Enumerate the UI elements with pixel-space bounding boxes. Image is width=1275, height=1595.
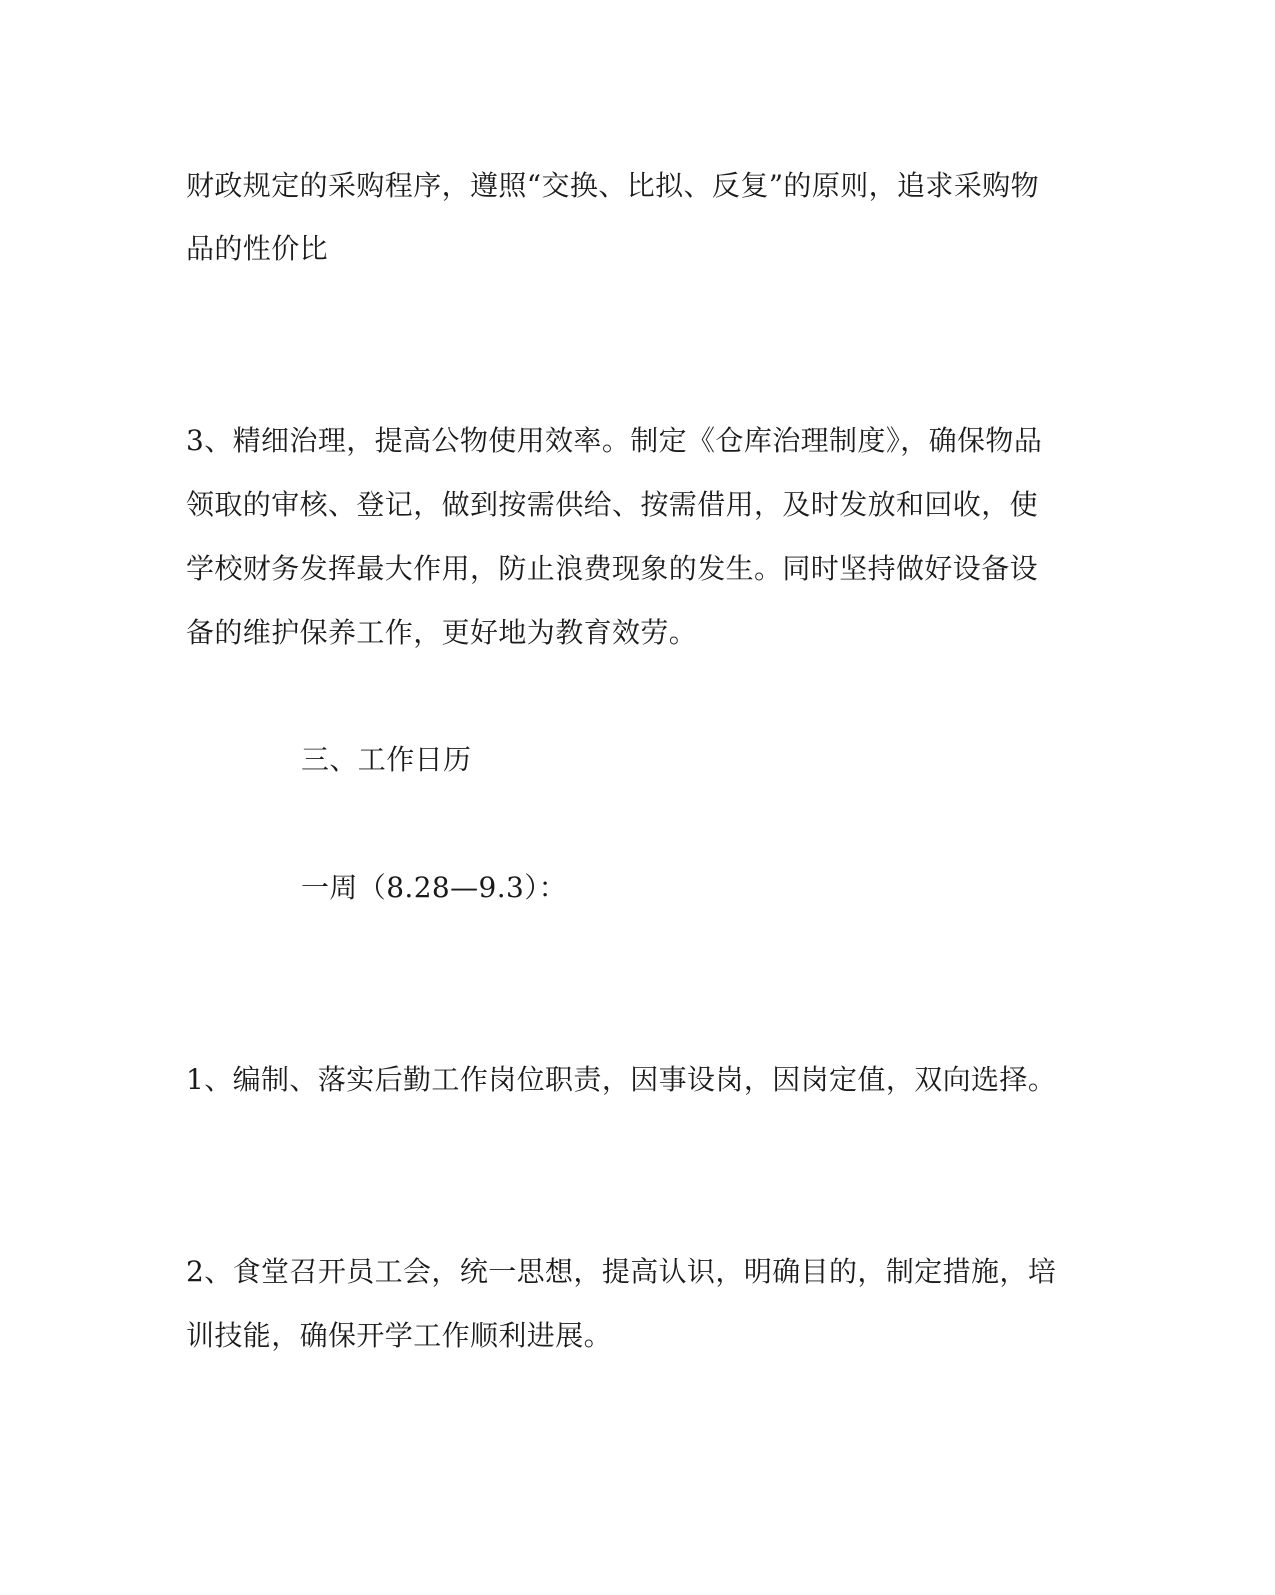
week-one-item-2-line-1: 2、食堂召开员工会，统一思想，提高认识，明确目的，制定措施，培 bbox=[186, 1255, 1057, 1288]
item-3-line-2: 领取的审核、登记，做到按需供给、按需借用，及时发放和回收，使 bbox=[186, 488, 1039, 521]
item-3-line-3: 学校财务发挥最大作用，防止浪费现象的发生。同时坚持做好设备设 bbox=[186, 552, 1039, 585]
item-3-line-4: 备的维护保养工作，更好地为教育效劳。 bbox=[186, 616, 698, 649]
section-heading-work-calendar: 三、工作日历 bbox=[301, 743, 472, 776]
week-one-heading: 一周（8.28—9.3）： bbox=[301, 871, 568, 904]
procurement-paragraph-line-2: 品的性价比 bbox=[186, 232, 329, 265]
week-one-item-1: 1、编制、落实后勤工作岗位职责，因事设岗，因岗定值，双向选择。 bbox=[186, 1063, 1057, 1096]
item-3-line-1: 3、精细治理，提高公物使用效率。制定《仓库治理制度》，确保物品 bbox=[186, 424, 1043, 457]
procurement-paragraph-line-1: 财政规定的采购程序，遵照“交换、比拟、反复”的原则，追求采购物 bbox=[186, 169, 1040, 202]
week-one-item-2-line-2: 训技能，确保开学工作顺利进展。 bbox=[186, 1319, 613, 1352]
